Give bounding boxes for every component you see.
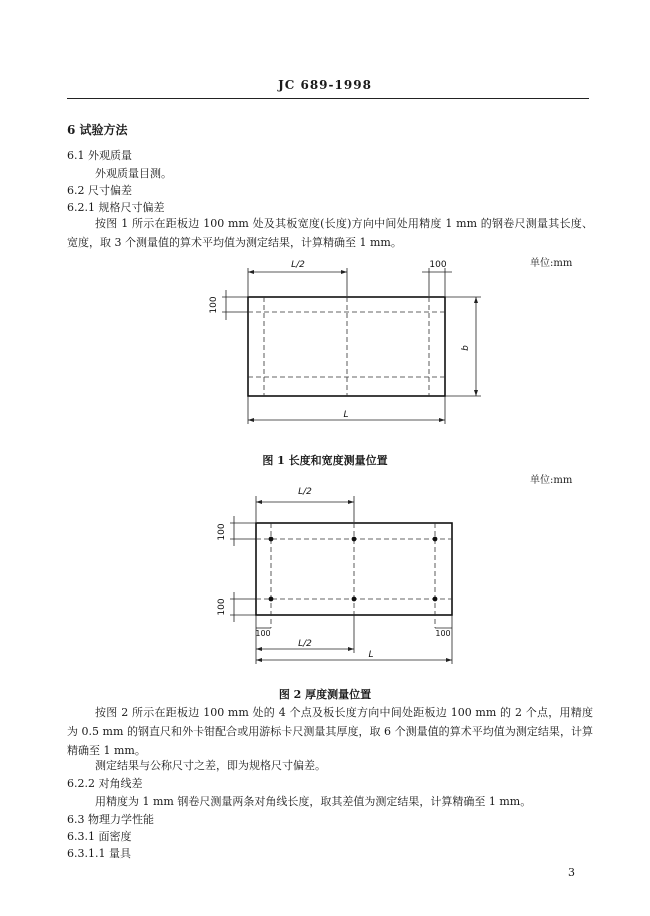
figure2-point: [269, 597, 274, 602]
figure2-label-100-bottom-right: 100: [435, 629, 451, 638]
section-6-2-2-heading: 6.2.2 对角线差: [67, 777, 143, 790]
figure2-caption: 图 2 厚度测量位置: [278, 688, 372, 701]
figure2-unit: 单位:mm: [530, 475, 573, 486]
section-6-2-1-paragraph-3: 测定结果与公称尺寸之差，即为规格尺寸偏差。: [95, 759, 326, 772]
figure2-label-l: L: [368, 650, 374, 660]
figure2-label-l2-top: L/2: [298, 487, 312, 497]
section-6-3-heading: 6.3 物理力学性能: [67, 813, 154, 826]
figure2-point: [433, 537, 438, 542]
figure2-point: [433, 597, 438, 602]
figure2-label-100-left-bottom: 100: [217, 598, 227, 616]
figure2-point: [352, 597, 357, 602]
figure2-label-100-bottom-left: 100: [255, 629, 271, 638]
figure1-caption: 图 1 长度和宽度测量位置: [262, 454, 388, 467]
figure2-label-100-left-top: 100: [217, 523, 227, 541]
figure1-label-l2: L/2: [291, 260, 305, 270]
section-6-2-2-paragraph: 用精度为 1 mm 钢卷尺测量两条对角线长度，取其差值为测定结果，计算精确至 1 mm。: [95, 795, 532, 808]
figure1-unit: 单位:mm: [530, 258, 573, 269]
section-6-1-heading: 6.1 外观质量: [67, 149, 132, 162]
section-6-2-1-heading: 6.2.1 规格尺寸偏差: [67, 201, 165, 214]
section-6-heading: 6 试验方法: [67, 123, 128, 137]
section-6-3-1-heading: 6.3.1 面密度: [67, 830, 132, 843]
section-6-2-heading: 6.2 尺寸偏差: [67, 184, 132, 197]
figure2-point: [269, 537, 274, 542]
page-number: 3: [568, 866, 575, 879]
figure2-label-l2-bottom: L/2: [298, 639, 312, 649]
figure1-label-100-top: 100: [429, 260, 447, 270]
figure1-label-b: b: [461, 345, 471, 351]
figure2-point: [352, 537, 357, 542]
section-6-1-body: 外观质量目测。: [95, 167, 172, 180]
header-title: JC 689-1998: [278, 78, 372, 92]
figure2-diagram: [205, 478, 470, 668]
figure1-diagram: [200, 258, 500, 428]
section-6-2-1-paragraph-1: 按图 1 所示在距板边 100 mm 处及其板宽度(长度)方向中间处用精度 1 mm 的钢卷尺测量其长度、宽度，取 3 个测量值的算术平均值为测定结果，计算精确至 1 mm。: [67, 217, 593, 249]
section-6-3-1-1-heading: 6.3.1.1 量具: [67, 847, 131, 860]
figure1-label-100-left: 100: [209, 296, 219, 314]
section-6-2-1-paragraph-2: 按图 2 所示在距板边 100 mm 处的 4 个点及板长度方向中间处距板边 100 mm 的 2 个点，用精度为 0.5 mm 的钢直尺和外卡钳配合或用游标卡尺测量其厚度，取 6 个测量值的算术平均值为测定结果，计算精确至 1 mm。: [67, 706, 593, 757]
figure1-label-l: L: [343, 410, 349, 420]
header-rule: [67, 98, 589, 99]
